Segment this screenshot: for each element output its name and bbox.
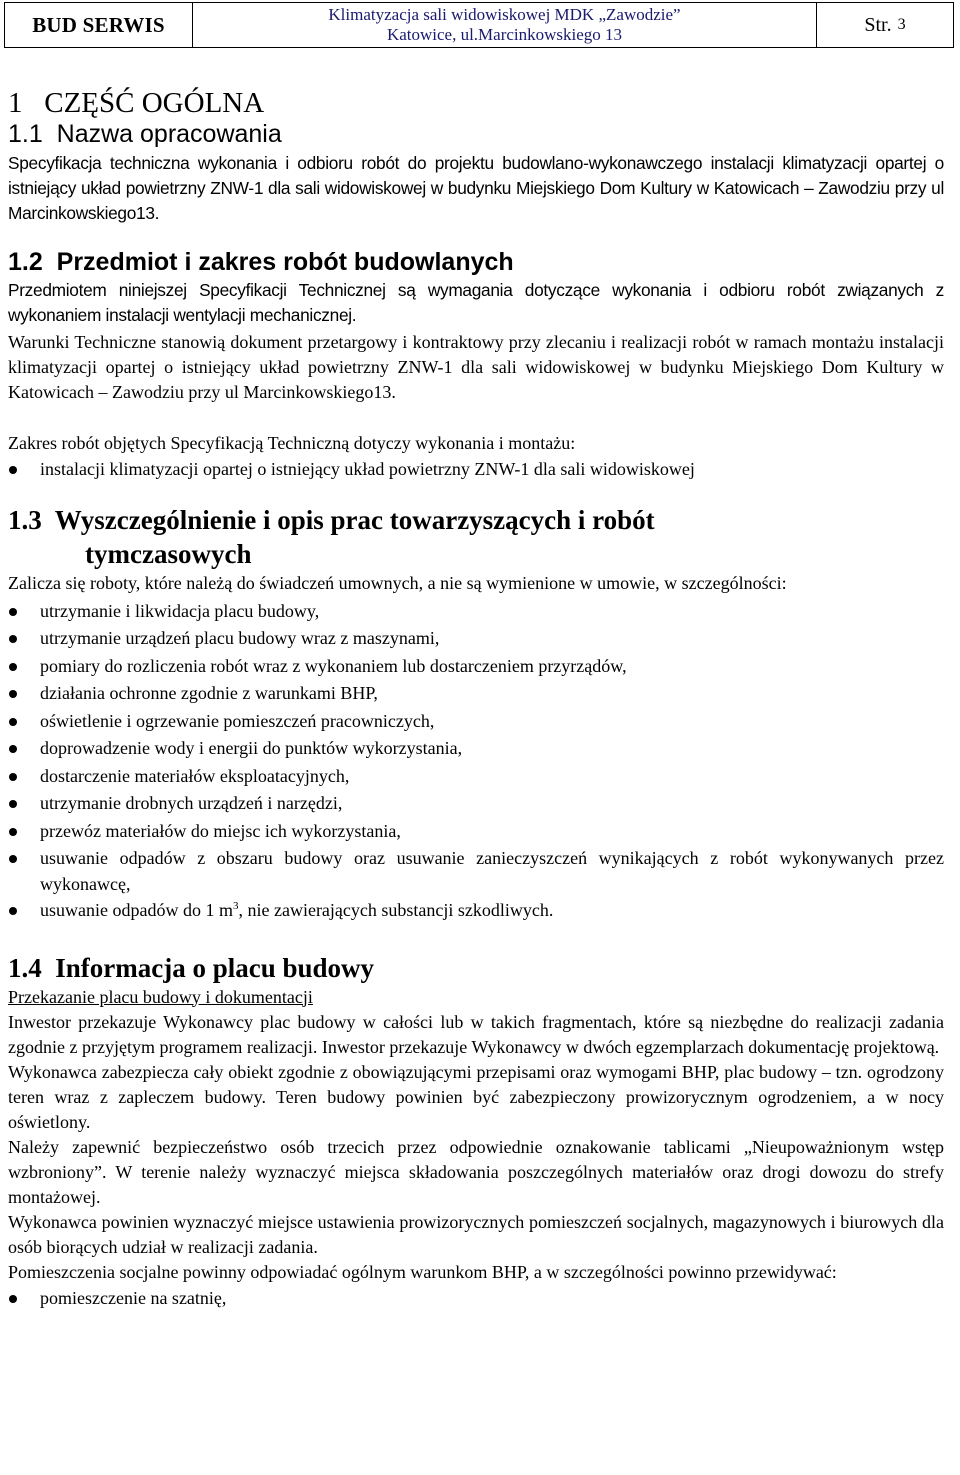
section-1-1-heading: 1.1 Nazwa opracowania <box>8 120 282 148</box>
page-number-cell <box>817 3 953 47</box>
list-item: utrzymanie drobnych urządzeń i narzędzi, <box>8 790 944 818</box>
section-1-4-paragraph-1: Inwestor przekazuje Wykonawcy plac budowy w całości lub w takich fragmentach, które są niezbędne do realizacji zadania zgodnie z przyjętym programem realizacji. Inwestor przekazuje Wykonawcy w dwóch egzemplarzach dokumentację projektową. <box>8 1011 944 1057</box>
list-item: dostarczenie materiałów eksploatacyjnych, <box>8 763 944 791</box>
list-item: instalacji klimatyzacji opartej o istniejący układ powietrzny ZNW-1 dla sali widowiskowej <box>8 456 944 484</box>
list-item: utrzymanie i likwidacja placu budowy, <box>8 598 944 626</box>
list-item: utrzymanie urządzeń placu budowy wraz z maszynami, <box>8 625 944 653</box>
section-1-2-heading: 1.2 Przedmiot i zakres robót budowlanych <box>8 248 514 276</box>
list-item-text-a: usuwanie odpadów do 1 m <box>40 900 233 920</box>
section-1-4-paragraph-5: Pomieszczenia socjalne powinny odpowiadać ogólnym warunkom BHP, a w szczególności powinno przewidywać: <box>8 1261 837 1282</box>
list-item: pomiary do rozliczenia robót wraz z wykonaniem lub dostarczeniem przyrządów, <box>8 653 944 681</box>
page-number: 3 <box>897 16 906 33</box>
section-1-4-paragraph-3: Należy zapewnić bezpieczeństwo osób trzecich przez odpowiednie oznakowanie tablicami „Nieupoważnionym wstęp wzbroniony”. W terenie należy wyznaczyć miejsca składowania poszczególnych materiałów oraz drogi dowozu do strefy montażowej. <box>8 1136 944 1207</box>
section-1-heading: 1 CZĘŚĆ OGÓLNA <box>8 87 265 119</box>
list-item: pomieszczenie na szatnię, <box>8 1285 944 1313</box>
section-1-2-text-2: Warunki Techniczne stanowią dokument przetargowy i kontraktowy przy zlecaniu i realizacji robót w ramach montażu instalacji klimatyzacji opartej o istniejący układ powietrzny ZNW-1 dla sali widowiskowej w budynku Miejskiego Dom Kultury w Katowicach – Zawodziu przy ul Marcinkowskiego13. <box>8 332 944 402</box>
section-1-4-heading: 1.4 Informacja o placu budowy <box>8 952 375 983</box>
section-1-3-intro: Zalicza się roboty, które należą do świadczeń umownych, a nie są wymienione w umowie, w szczególności: <box>8 572 787 593</box>
document-body <box>8 86 944 1312</box>
superscript: 3 <box>232 900 239 912</box>
section-1-4-list <box>8 1285 944 1313</box>
list-item: działania ochronne zgodnie z warunkami BHP, <box>8 680 944 708</box>
list-item: doprowadzenie wody i energii do punktów wykorzystania, <box>8 735 944 763</box>
title-line-2: Katowice, ul.Marcinkowskiego 13 <box>386 25 623 44</box>
title-line-1: Klimatyzacja sali widowiskowej MDK „Zawodzie” <box>328 5 681 24</box>
section-1-2-text-1: Przedmiotem niniejszej Specyfikacji Technicznej są wymagania dotyczące wykonania i odbioru robót związanych z wykonaniem instalacji wentylacji mechanicznej. <box>8 280 944 325</box>
section-1-4-subheading: Przekazanie placu budowy i dokumentacji <box>8 986 313 1007</box>
list-item: usuwanie odpadów z obszaru budowy oraz usuwanie zanieczyszczeń wynikających z robót wykonywanych przez wykonawcę, <box>8 845 944 897</box>
list-item <box>8 897 944 925</box>
section-1-4-paragraph-2: Wykonawca zabezpiecza cały obiekt zgodnie z obowiązującymi przepisami oraz wymogami BHP, plac budowy – tzn. ogrodzony teren wraz z zapleczem budowy. Teren budowy powinien być zabezpieczony prowizorycznym ogrodzeniem, a w nocy oświetlony. <box>8 1061 944 1132</box>
scope-list <box>8 456 944 484</box>
page-header <box>4 2 954 48</box>
page-prefix: Str. <box>864 13 892 36</box>
section-1-1-text: Specyfikacja techniczna wykonania i odbioru robót do projektu budowlano-wykonawczego instalacji klimatyzacji opartej o istniejący układ powietrzny ZNW-1 dla sali widowiskowej w budynku Miejskiego Dom Kultury w Katowicach – Zawodziu przy ul Marcinkowskiego13. <box>8 153 944 223</box>
company-name: BUD SERWIS <box>5 3 193 47</box>
scope-intro: Zakres robót objętych Specyfikacją Techniczną dotyczy wykonania i montażu: <box>8 433 576 453</box>
section-1-3-heading-line-1: 1.3 Wyszczególnienie i opis prac towarzyszących i robót <box>8 504 655 535</box>
list-item-text-b: , nie zawierających substancji szkodliwych. <box>238 900 554 920</box>
section-1-3-heading-line-2: tymczasowych <box>85 538 252 569</box>
list-item: oświetlenie i ogrzewanie pomieszczeń pracowniczych, <box>8 708 944 736</box>
section-1-4-paragraph-4: Wykonawca powinien wyznaczyć miejsce ustawienia prowizorycznych pomieszczeń socjalnych, magazynowych i biurowych dla osób biorących udział w realizacji zadania. <box>8 1211 944 1257</box>
list-item: przewóz materiałów do miejsc ich wykorzystania, <box>8 818 944 846</box>
section-1-3-list <box>8 598 944 925</box>
document-title <box>193 3 817 47</box>
